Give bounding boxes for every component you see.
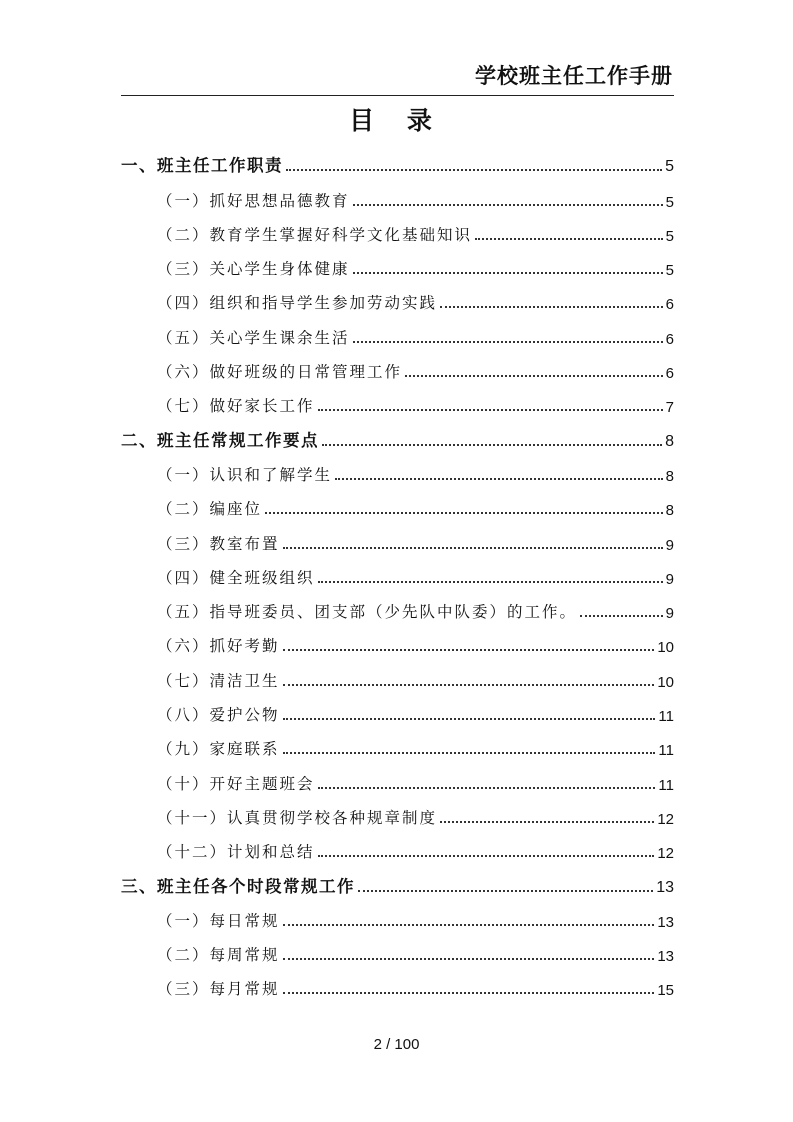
toc-section-entry[interactable] xyxy=(121,903,674,937)
toc-section-entry[interactable] xyxy=(121,491,674,525)
toc-section-entry[interactable] xyxy=(121,937,674,971)
toc-entry-label: （七）清洁卫生 xyxy=(157,671,280,690)
toc-dot-leader xyxy=(283,649,655,651)
toc-entry-label: （六）做好班级的日常管理工作 xyxy=(157,363,403,382)
toc-dot-leader xyxy=(440,821,654,823)
toc-dot-leader xyxy=(405,375,663,377)
toc-dot-leader xyxy=(265,512,663,514)
toc-entry-page-number: 13 xyxy=(657,913,674,931)
toc-section-entry[interactable] xyxy=(121,731,674,765)
toc-section-entry[interactable] xyxy=(121,662,674,696)
toc-section-entry[interactable] xyxy=(121,560,674,594)
toc-entry-page-number: 5 xyxy=(665,227,674,245)
toc-entry-label: （五）指导班委员、团支部（少先队中队委）的工作。 xyxy=(157,603,578,622)
toc-dot-leader xyxy=(286,169,662,171)
toc-dot-leader xyxy=(353,341,663,343)
toc-dot-leader xyxy=(353,272,663,274)
toc-dot-leader xyxy=(475,238,663,240)
toc-entry-label: （八）爱护公物 xyxy=(157,706,280,725)
toc-dot-leader xyxy=(283,958,655,960)
toc-section-entry[interactable] xyxy=(121,834,674,868)
toc-dot-leader xyxy=(358,890,653,892)
toc-entry-page-number: 12 xyxy=(657,845,674,863)
toc-entry-label: 一、班主任工作职责 xyxy=(121,156,283,176)
toc-section-entry[interactable] xyxy=(121,697,674,731)
toc-section-entry[interactable] xyxy=(121,319,674,353)
toc-entry-page-number: 11 xyxy=(658,742,674,760)
table-of-contents xyxy=(121,148,674,1005)
toc-entry-page-number: 9 xyxy=(665,605,674,623)
toc-entry-page-number: 8 xyxy=(665,502,674,520)
toc-entry-label: （二）每周常规 xyxy=(157,946,280,965)
toc-section-entry[interactable] xyxy=(121,457,674,491)
toc-entry-label: （一）抓好思想品德教育 xyxy=(157,191,350,210)
toc-heading: 目 录 xyxy=(349,106,444,135)
toc-section-entry[interactable] xyxy=(121,388,674,422)
toc-section-entry[interactable] xyxy=(121,971,674,1005)
toc-entry-label: （七）做好家长工作 xyxy=(157,397,315,416)
toc-dot-leader xyxy=(318,787,656,789)
toc-entry-page-number: 6 xyxy=(665,330,674,348)
toc-entry-label: （九）家庭联系 xyxy=(157,740,280,759)
toc-dot-leader xyxy=(283,684,655,686)
toc-dot-leader xyxy=(283,992,655,994)
toc-entry-page-number: 6 xyxy=(665,296,674,314)
toc-entry-label: （三）教室布置 xyxy=(157,534,280,553)
toc-entry-label: （三）每月常规 xyxy=(157,980,280,999)
toc-dot-leader xyxy=(318,409,663,411)
toc-entry-page-number: 9 xyxy=(665,536,674,554)
toc-section-entry[interactable] xyxy=(121,354,674,388)
toc-entry-page-number: 12 xyxy=(657,810,674,828)
toc-entry-page-number: 9 xyxy=(665,570,674,588)
toc-dot-leader xyxy=(283,924,655,926)
toc-dot-leader xyxy=(283,752,656,754)
toc-entry-label: （十二）计划和总结 xyxy=(157,843,315,862)
toc-entry-label: （一）每日常规 xyxy=(157,911,280,930)
toc-entry-label: （五）关心学生课余生活 xyxy=(157,328,350,347)
toc-dot-leader xyxy=(318,855,655,857)
toc-section-entry[interactable] xyxy=(121,525,674,559)
toc-entry-label: 二、班主任常规工作要点 xyxy=(121,430,319,450)
toc-entry-label: （二）教育学生掌握好科学文化基础知识 xyxy=(157,225,473,244)
toc-entry-page-number: 5 xyxy=(665,262,674,280)
toc-dot-leader xyxy=(283,547,663,549)
toc-section-entry[interactable] xyxy=(121,800,674,834)
toc-chapter-entry[interactable] xyxy=(121,868,674,902)
toc-entry-label: （二）编座位 xyxy=(157,500,263,519)
toc-entry-page-number: 8 xyxy=(665,467,674,485)
toc-dot-leader xyxy=(283,718,656,720)
toc-entry-page-number: 13 xyxy=(656,878,674,896)
running-header-title: 学校班主任工作手册 xyxy=(475,64,673,88)
toc-dot-leader xyxy=(322,444,662,446)
toc-dot-leader xyxy=(335,478,663,480)
toc-entry-page-number: 11 xyxy=(658,776,674,794)
toc-section-entry[interactable] xyxy=(121,251,674,285)
toc-section-entry[interactable] xyxy=(121,594,674,628)
toc-chapter-entry[interactable] xyxy=(121,422,674,456)
toc-entry-page-number: 7 xyxy=(665,399,674,417)
toc-section-entry[interactable] xyxy=(121,765,674,799)
toc-entry-label: （十）开好主题班会 xyxy=(157,774,315,793)
toc-entry-label: （四）组织和指导学生参加劳动实践 xyxy=(157,294,438,313)
toc-section-entry[interactable] xyxy=(121,628,674,662)
toc-chapter-entry[interactable] xyxy=(121,148,674,182)
toc-section-entry[interactable] xyxy=(121,285,674,319)
toc-entry-page-number: 8 xyxy=(665,432,674,450)
toc-dot-leader xyxy=(353,204,663,206)
page-number: 2 / 100 xyxy=(373,1036,420,1053)
toc-entry-label: （六）抓好考勤 xyxy=(157,637,280,656)
toc-dot-leader xyxy=(318,581,663,583)
toc-entry-page-number: 5 xyxy=(665,158,674,176)
toc-entry-label: （三）关心学生身体健康 xyxy=(157,260,350,279)
toc-entry-label: 三、班主任各个时段常规工作 xyxy=(121,876,355,896)
toc-entry-page-number: 5 xyxy=(665,193,674,211)
toc-entry-label: （十一）认真贯彻学校各种规章制度 xyxy=(157,808,438,827)
toc-entry-page-number: 13 xyxy=(657,948,674,966)
toc-entry-page-number: 6 xyxy=(665,365,674,383)
toc-dot-leader xyxy=(580,615,663,617)
toc-entry-page-number: 11 xyxy=(658,708,674,726)
header-divider xyxy=(121,95,674,96)
toc-section-entry[interactable] xyxy=(121,182,674,216)
toc-dot-leader xyxy=(440,306,663,308)
toc-entry-page-number: 10 xyxy=(657,639,674,657)
toc-entry-page-number: 10 xyxy=(657,673,674,691)
toc-entry-page-number: 15 xyxy=(657,982,674,1000)
toc-entry-label: （一）认识和了解学生 xyxy=(157,465,333,484)
toc-section-entry[interactable] xyxy=(121,217,674,251)
toc-entry-label: （四）健全班级组织 xyxy=(157,568,315,587)
